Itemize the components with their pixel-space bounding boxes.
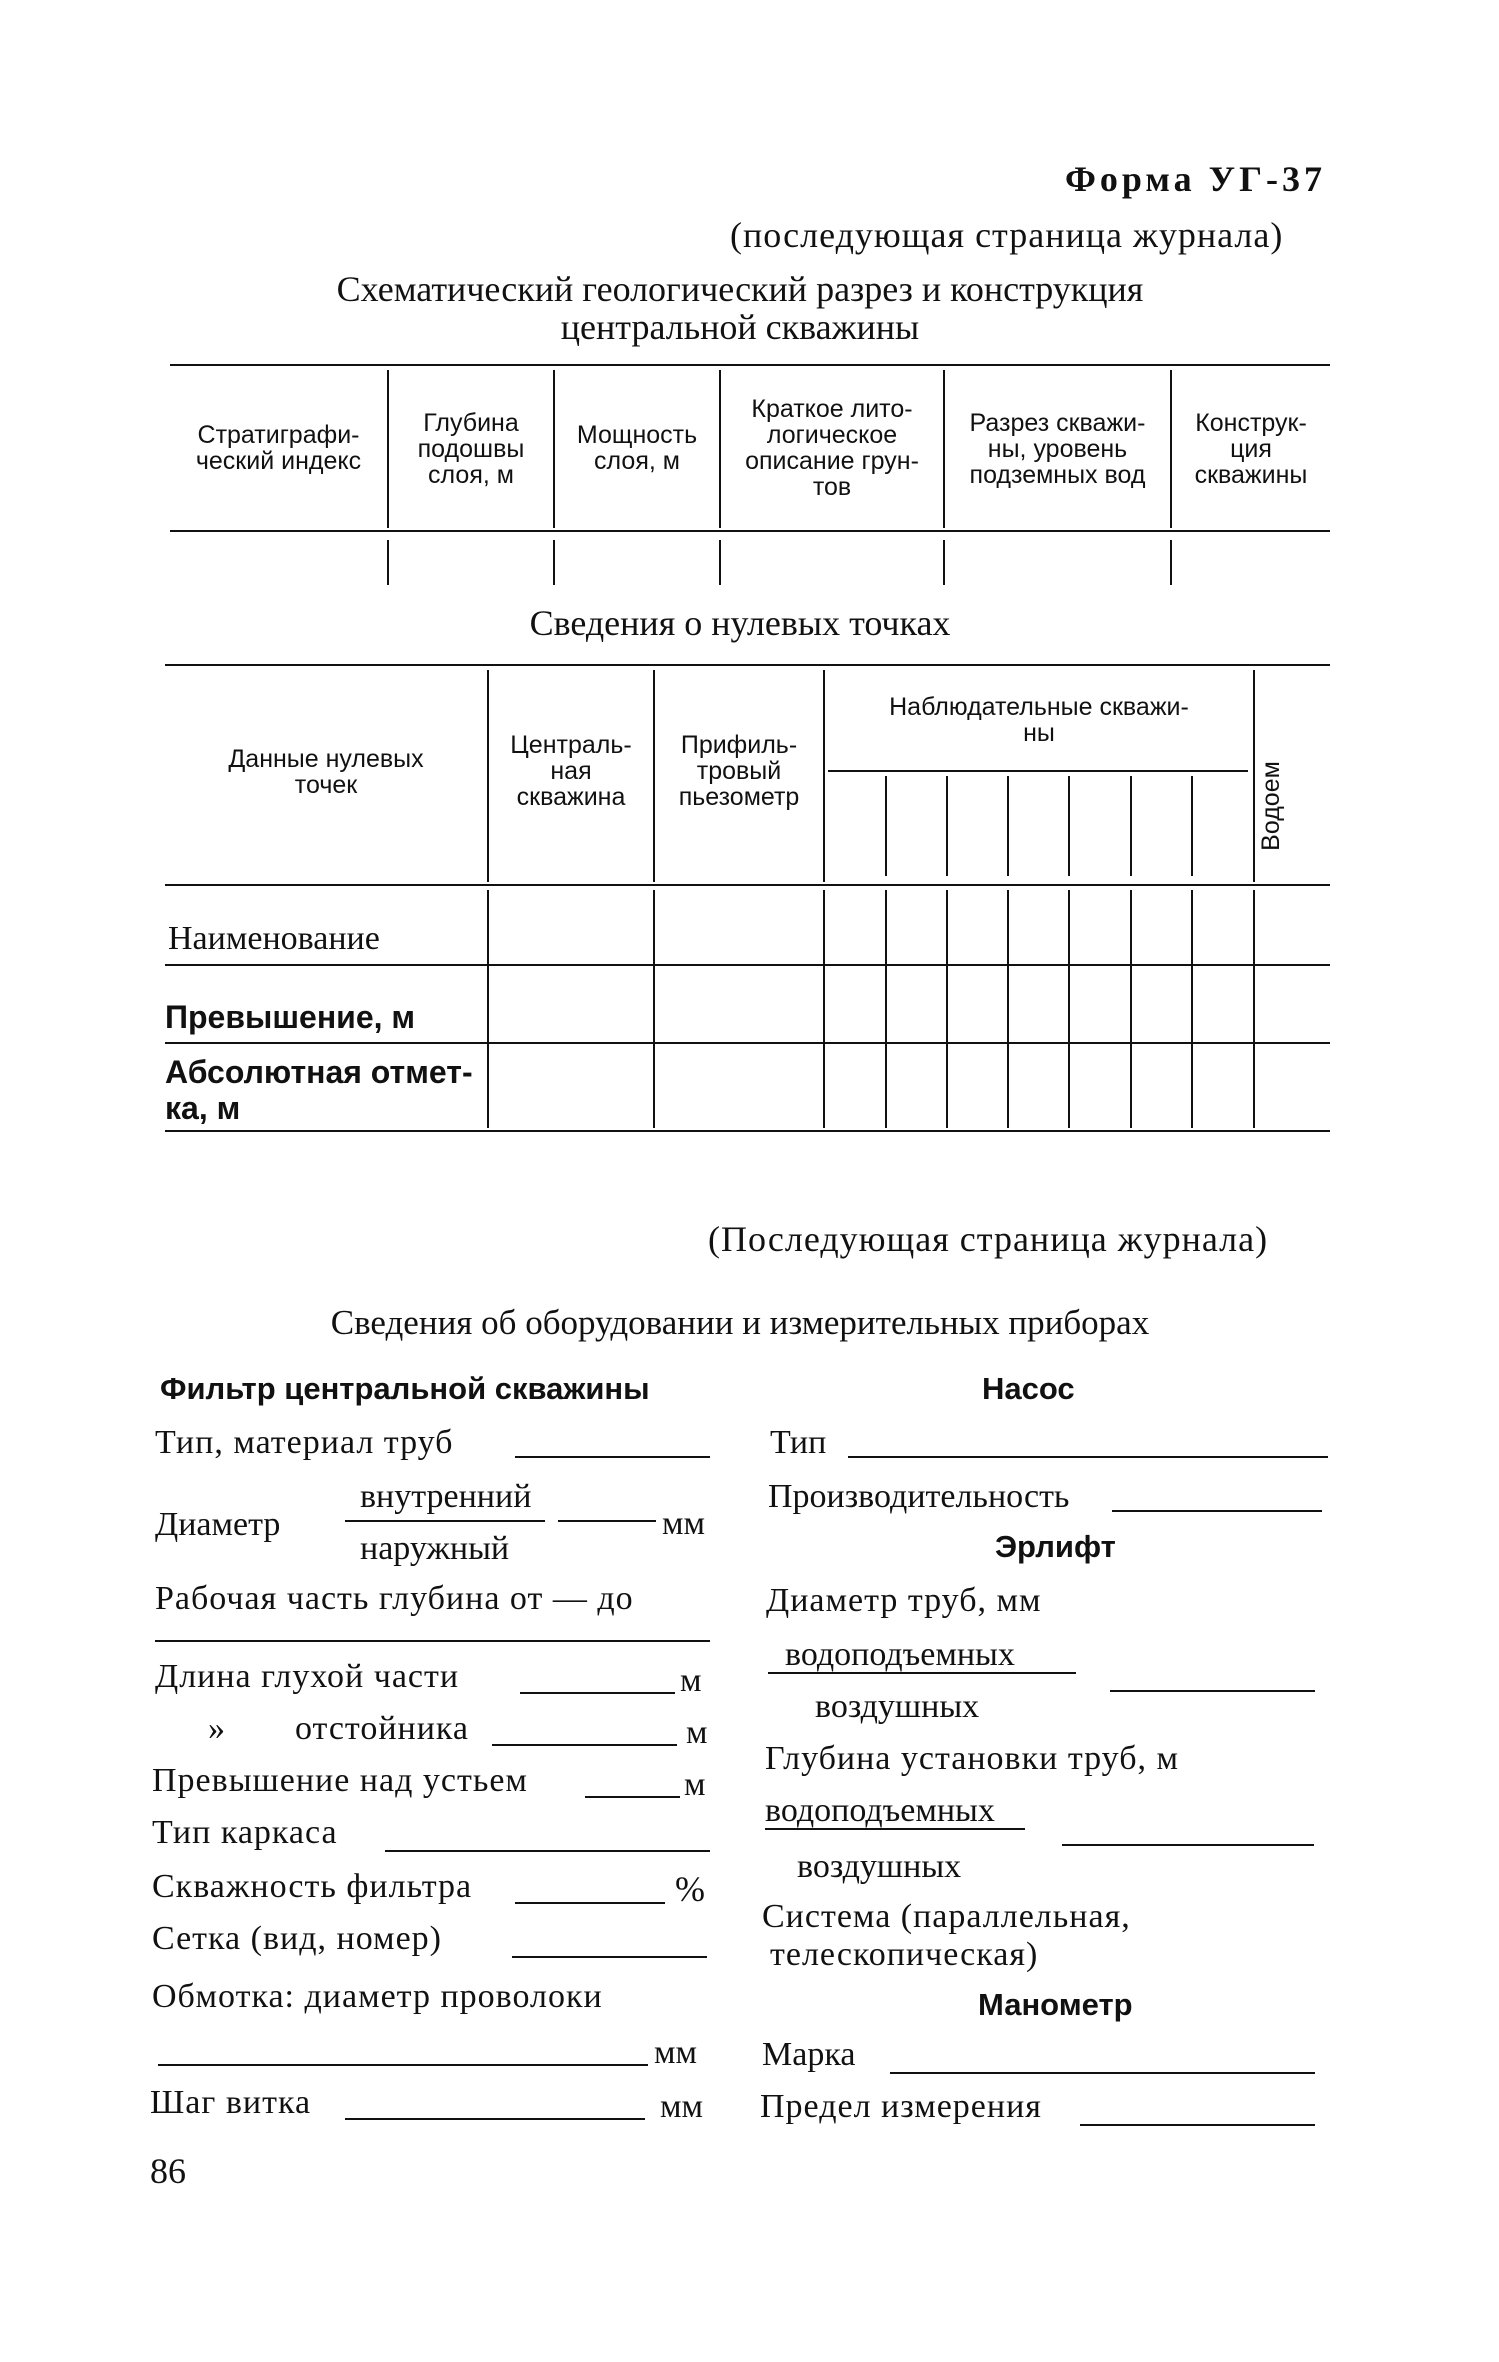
table2-row-border [165, 1042, 1330, 1044]
page2-title: Сведения об оборудовании и измерительных приборах [330, 1303, 1150, 1342]
above-head-label: Превышение над устьем [152, 1762, 528, 1799]
pump-heading: Насос [982, 1371, 1075, 1406]
sump-ditto-mark: » [208, 1710, 225, 1747]
winding-label: Обмотка: диаметр проволоки [152, 1978, 603, 2015]
sump-label: отстойника [295, 1710, 470, 1747]
above-head-unit: м [684, 1766, 706, 1803]
table2-body-divider [823, 890, 825, 1128]
mesh-field[interactable] [512, 1956, 707, 1958]
section1-title-line2: центральной скважины [560, 307, 920, 347]
system-label-line1: Система (параллельная, [762, 1898, 1131, 1935]
row-label-absolute-mark: Абсолютная отмет- ка, м [165, 1054, 473, 1126]
pump-type-field[interactable] [848, 1456, 1328, 1458]
coil-step-unit: мм [660, 2088, 704, 2125]
col-central-well: Централь- ная скважина [510, 731, 632, 811]
col-well-section: Разрез скважи- ны, уровень подземных вод [969, 409, 1146, 489]
table1-body-divider [943, 540, 945, 585]
table2-body-divider [946, 890, 948, 1128]
page-number: 86 [150, 2151, 186, 2191]
table1-body-divider [719, 540, 721, 585]
range-label: Предел измерения [760, 2088, 1042, 2125]
page2-subtitle: (Последующая страница журнала) [708, 1219, 1269, 1259]
row-label-name: Наименование [168, 920, 380, 957]
pipe-type-field[interactable] [515, 1456, 710, 1458]
work-part-label: Рабочая часть глубина от — до [155, 1580, 634, 1617]
table1-body-divider [553, 540, 555, 585]
table2-obs-divider [946, 776, 948, 876]
col-filter-piezometer: Прифиль- тровый пьезометр [678, 731, 800, 811]
table2-body-divider [1191, 890, 1193, 1128]
table2-body-divider [487, 890, 489, 1128]
diameter-field[interactable] [558, 1520, 656, 1522]
porosity-label: Скважность фильтра [152, 1868, 473, 1905]
table2-header-bottom-border [165, 884, 1330, 886]
col-zero-point-data: Данные нулевых точек [228, 745, 424, 799]
table1-body-divider [387, 540, 389, 585]
frame-type-label: Тип каркаса [152, 1814, 338, 1851]
lift-pipes-label: водоподъемных [785, 1636, 1015, 1673]
col-well-construction: Конструк- ция скважины [1194, 409, 1308, 489]
table1-header-bottom-border [170, 530, 1330, 532]
porosity-percent: % [675, 1869, 705, 1909]
col-stratigraphic-index: Стратиграфи- ческий индекс [195, 421, 362, 475]
table2-body-divider [885, 890, 887, 1128]
diameter-unit: мм [662, 1505, 706, 1542]
diameter-label: Диаметр [155, 1506, 281, 1543]
table2-obs-divider [885, 776, 887, 876]
table2-obs-divider [1068, 776, 1070, 876]
table2-obs-divider [1007, 776, 1009, 876]
range-field[interactable] [1080, 2124, 1315, 2126]
coil-step-label: Шаг витка [150, 2084, 312, 2121]
pump-type-label: Тип [770, 1424, 827, 1461]
table2-top-border [165, 664, 1330, 666]
capacity-field[interactable] [1112, 1510, 1322, 1512]
section1-title-line1: Схематический геологический разрез и конструкция [336, 269, 1144, 309]
form-title: Форма УГ-37 [1065, 159, 1326, 199]
manometer-heading: Манометр [978, 1987, 1133, 2022]
table2-obs-divider [1191, 776, 1193, 876]
blind-length-field[interactable] [520, 1692, 675, 1694]
col-layer-bottom-depth: Глубина подошвы слоя, м [417, 409, 525, 489]
lift-pipes2-field[interactable] [1062, 1844, 1314, 1846]
col-water-body: Водоем [1257, 761, 1285, 851]
airlift-heading: Эрлифт [995, 1529, 1116, 1564]
lift-pipes-field[interactable] [1110, 1690, 1315, 1692]
pipe-diameter-label: Диаметр труб, мм [766, 1582, 1042, 1619]
diameter-fraction-line [345, 1520, 545, 1522]
sump-field[interactable] [492, 1744, 677, 1746]
blind-length-unit: м [680, 1662, 702, 1699]
winding-field[interactable] [158, 2064, 648, 2066]
frame-type-field[interactable] [385, 1850, 710, 1852]
table2-obs-divider [1130, 776, 1132, 876]
mesh-label: Сетка (вид, номер) [152, 1920, 442, 1957]
table2-row-border [165, 964, 1330, 966]
col-lithology-description: Краткое лито- логическое описание грун- тов [745, 395, 919, 501]
section2-title: Сведения о нулевых точках [529, 603, 951, 643]
col-observation-wells: Наблюдательные скважи- ны [889, 693, 1189, 747]
table2-body-divider [1253, 890, 1255, 1128]
lift-pipes2-fraction-line [765, 1828, 1025, 1830]
table2-obs-subheader-border [828, 770, 1248, 772]
air-pipes-label: воздушных [815, 1688, 980, 1725]
outer-diameter-label: наружный [360, 1530, 510, 1567]
install-depth-label: Глубина установки труб, м [765, 1740, 1180, 1777]
blind-length-label: Длина глухой части [155, 1658, 460, 1695]
row-label-elevation: Превышение, м [165, 999, 416, 1035]
lift-pipes-fraction-line [768, 1672, 1076, 1674]
table2-body-divider [653, 890, 655, 1128]
pipe-type-label: Тип, материал труб [155, 1424, 454, 1461]
coil-step-field[interactable] [345, 2118, 645, 2120]
filter-heading: Фильтр центральной скважины [160, 1371, 650, 1406]
porosity-field[interactable] [515, 1902, 665, 1904]
col-layer-thickness: Мощность слоя, м [576, 421, 698, 475]
inner-diameter-label: внутренний [360, 1478, 532, 1515]
table1-top-border [170, 364, 1330, 366]
table2-bottom-border [165, 1130, 1330, 1132]
table2-body-divider [1068, 890, 1070, 1128]
above-head-field[interactable] [585, 1796, 680, 1798]
winding-unit: мм [654, 2034, 698, 2071]
capacity-label: Производительность [768, 1478, 1070, 1515]
lift-pipes2-label: водоподъемных [765, 1792, 995, 1829]
page-subtitle: (последующая страница журнала) [730, 215, 1284, 255]
table2-divider [1253, 670, 1255, 882]
system-label-line2: телескопическая) [770, 1936, 1039, 1973]
brand-label: Марка [762, 2036, 856, 2073]
brand-field[interactable] [890, 2072, 1315, 2074]
sump-unit: м [686, 1714, 708, 1751]
table1-body-divider [1170, 540, 1172, 585]
work-part-field[interactable] [155, 1640, 710, 1642]
table2-body-divider [1130, 890, 1132, 1128]
table2-body-divider [1007, 890, 1009, 1128]
air-pipes2-label: воздушных [797, 1848, 962, 1885]
